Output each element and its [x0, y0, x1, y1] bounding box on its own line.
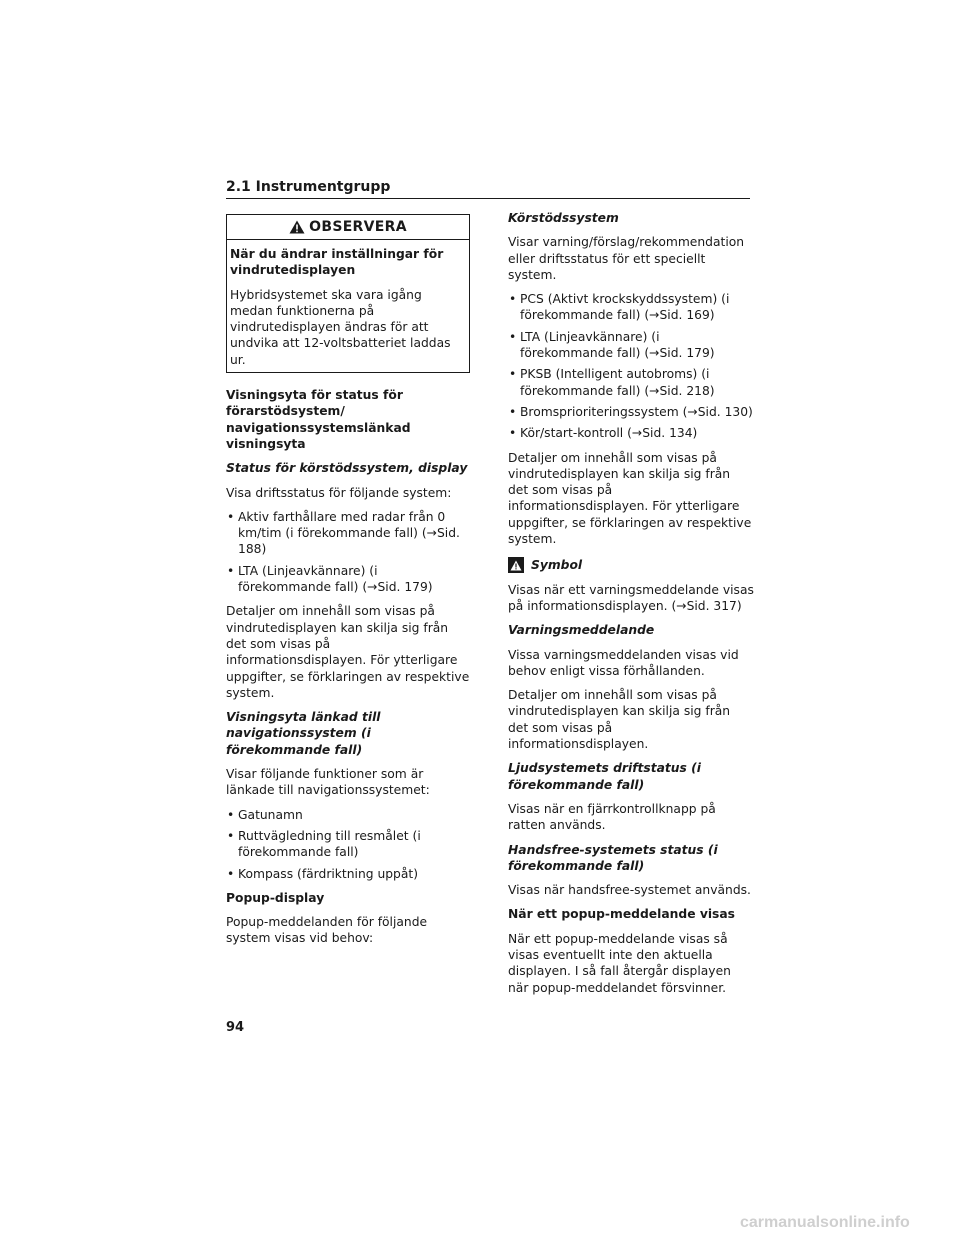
list-item: • PKSB (Intelligent autobroms) (i förekommande fall) (→Sid. 218) [508, 366, 754, 399]
heading-handsfree-status: Handsfree-systemets status (i förekommande fall) [508, 842, 718, 873]
warning-triangle-icon [289, 220, 305, 234]
paragraph: Detaljer om innehåll som visas på vindrutedisplayen kan skilja sig från det som visas på informationsdisplayen. För ytterligare uppgifter, se förklaringen av respektive system. [508, 450, 752, 547]
left-column [226, 210, 470, 955]
right-column [508, 210, 754, 1004]
heading-drive-support: Körstödssystem [508, 211, 619, 225]
notice-body [227, 240, 469, 372]
heading-status-area: Visningsyta för status för förarstödsystem/ navigationssystemslänkad visningsyta [226, 388, 411, 451]
paragraph: Visas när ett varningsmeddelande visas på informationsdisplayen. (→Sid. 317) [508, 582, 754, 613]
paragraph: Visas när handsfree-systemet används. [508, 883, 751, 898]
paragraph: Visas när en fjärrkontrollknapp på ratten används. [508, 801, 716, 833]
list-item: • Bromsprioriteringssystem (→Sid. 130) [508, 404, 754, 420]
watermark: carmanualsonline.info [740, 1214, 910, 1231]
symbol-title: Symbol [531, 558, 583, 573]
paragraph: Detaljer om innehåll som visas på vindrutedisplayen kan skilja sig från det som visas på informationsdisplayen. [508, 688, 731, 752]
notice-title-bar [227, 215, 469, 240]
heading-warning-message: Varningsmeddelande [508, 623, 655, 638]
heading-popup-display: Popup-display [226, 890, 325, 905]
list-item: • PCS (Aktivt krockskyddssystem) (i förekommande fall) (→Sid. 169) [508, 291, 754, 324]
paragraph: Visar följande funktioner som är länkade till navigationssystemet: [226, 767, 430, 798]
bullet-list [226, 509, 470, 595]
list-item: • Aktiv farthållare med radar från 0 km/tim (i förekommande fall) (→Sid. 188) [226, 509, 470, 558]
paragraph: Visar varning/förslag/rekommendation eller driftsstatus för ett speciellt system. [508, 235, 745, 282]
paragraph: Vissa varningsmeddelanden visas vid behov enligt vissa förhållanden. [508, 647, 739, 678]
notice-title: OBSERVERA [309, 218, 407, 235]
list-item: • Kör/start-kontroll (→Sid. 134) [508, 425, 754, 441]
section-heading: 2.1 Instrumentgrupp [226, 179, 750, 199]
warning-symbol-icon [508, 557, 524, 573]
list-item: • Kompass (färdriktning uppåt) [226, 866, 470, 882]
heading-navigation-area: Visningsyta länkad till navigationssystem (i förekommande fall) [226, 710, 381, 757]
list-item: • Ruttvägledning till resmålet (i förekommande fall) [226, 828, 470, 861]
list-item: • LTA (Linjeavkännare) (i förekommande fall) (→Sid. 179) [508, 329, 754, 362]
notice-subtitle: När du ändrar inställningar för vindrutedisplayen [230, 247, 444, 278]
heading-popup-shown: När ett popup-meddelande visas [508, 907, 735, 922]
paragraph: Visa driftsstatus för följande system: [226, 485, 452, 500]
symbol-heading [508, 557, 754, 573]
bullet-list [508, 291, 754, 441]
bullet-list [226, 807, 470, 882]
heading-drive-support-status: Status för körstödssystem, display [226, 461, 468, 476]
list-item: • Gatunamn [226, 807, 470, 823]
paragraph: Detaljer om innehåll som visas på vindrutedisplayen kan skilja sig från det som visas på informationsdisplayen. För ytterligare uppgifter, se förklaringen av respektive system. [226, 604, 470, 700]
notice-text: Hybridsystemet ska vara igång medan funktionerna på vindrutedisplayen ändras för att undvika att 12-voltsbatteriet laddas ur. [230, 287, 451, 367]
page-number: 94 [226, 1020, 245, 1035]
heading-audio-status: Ljudsystemets driftstatus (i förekommande fall) [508, 761, 701, 792]
notice-box [226, 214, 470, 373]
paragraph: När ett popup-meddelande visas så visas eventuellt inte den aktuella displayen. I så fall återgår displayen när popup-meddelandet försvinner. [508, 931, 731, 995]
paragraph: Popup-meddelanden för följande system visas vid behov: [226, 915, 428, 946]
list-item: • LTA (Linjeavkännare) (i förekommande fall) (→Sid. 179) [226, 563, 470, 596]
